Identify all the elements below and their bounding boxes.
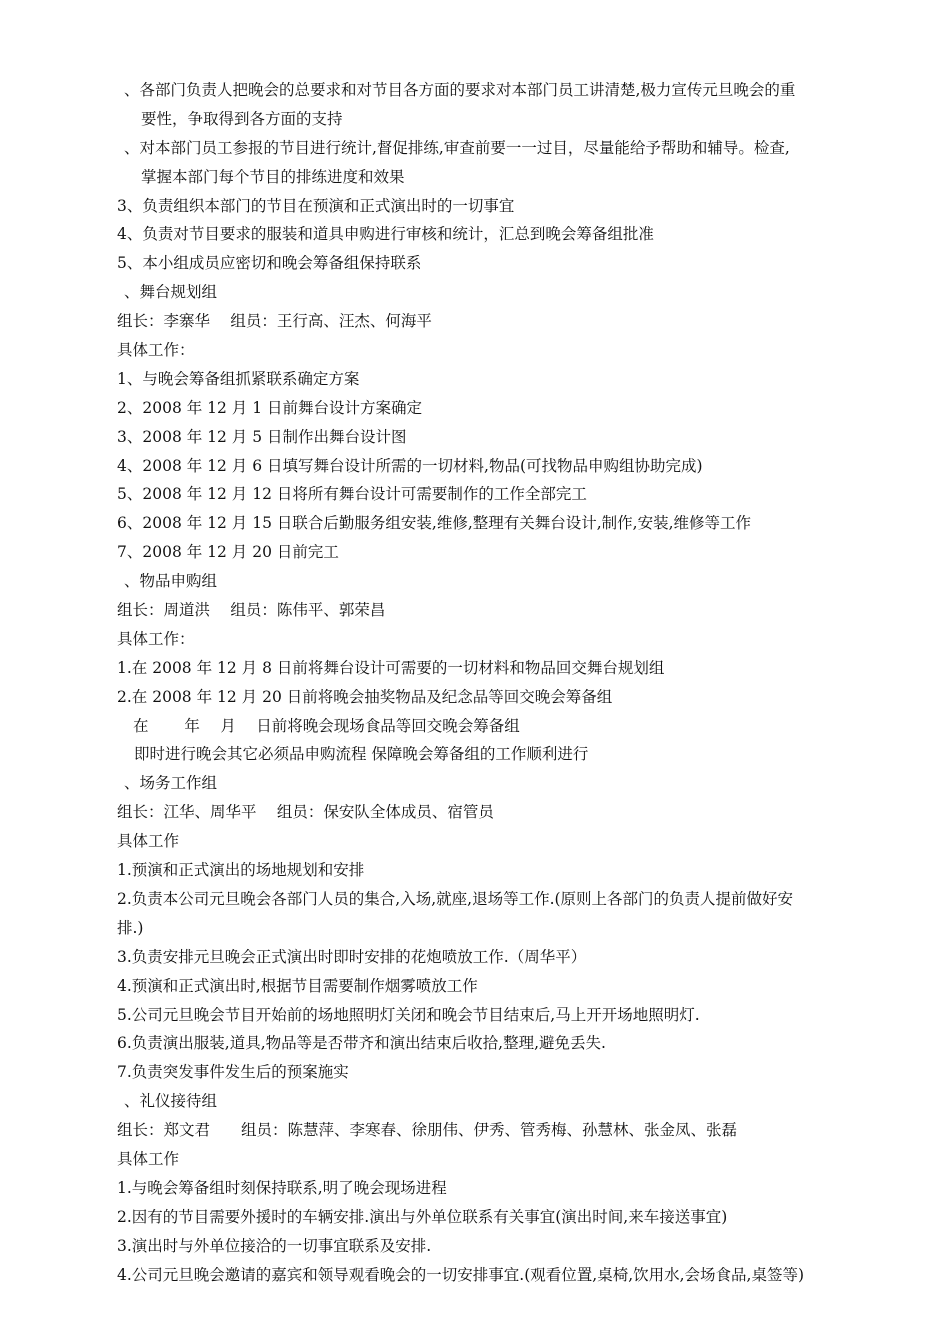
- stage-task-1: 1、与晚会筹备组抓紧联系确定方案: [117, 369, 360, 388]
- stage-task-4: 4、2008 年 12 月 6 日填写舞台设计所需的一切材料,物品(可找物品申购组协助完成): [117, 456, 703, 475]
- venue-task-7: 7.负责突发事件发生后的预案施实: [117, 1063, 349, 1082]
- procurement-task-1: 1.在 2008 年 12 月 8 日前将舞台设计可需要的一切材料和物品回交舞台规划组: [117, 658, 665, 677]
- venue-task-1: 1.预演和正式演出的场地规划和安排: [117, 861, 365, 880]
- stage-task-6: 6、2008 年 12 月 15 日联合后勤服务组安装,维修,整理有关舞台设计,制作,安装,维修等工作: [117, 514, 752, 533]
- list-item-duties-2-cont: 掌握本部门每个节目的排练进度和效果: [141, 167, 405, 186]
- reception-task-3: 3.演出时与外单位接洽的一切事宜联系及安排.: [117, 1236, 432, 1255]
- section-heading-procurement: 、物品申购组: [124, 572, 218, 591]
- reception-team-members: 组长：郑文君 组员：陈慧萍、李寒春、徐朋伟、伊秀、管秀梅、孙慧林、张金凤、张磊: [117, 1121, 738, 1140]
- procurement-work-label: 具体工作：: [117, 629, 195, 648]
- list-item-duties-5: 5、本小组成员应密切和晚会筹备组保持联系: [117, 254, 422, 273]
- stage-team-members: 组长：李寨华 组员：王行高、汪杰、何海平: [117, 312, 432, 331]
- venue-task-6: 6.负责演出服装,道具,物品等是否带齐和演出结束后收拾,整理,避免丢失.: [117, 1034, 606, 1053]
- procurement-task-4: 即时进行晚会其它必须品申购流程 保障晚会筹备组的工作顺利进行: [134, 745, 589, 764]
- reception-task-4: 4.公司元旦晚会邀请的嘉宾和领导观看晚会的一切安排事宜.(观看位置,桌椅,饮用水,会场食品,桌签等): [117, 1265, 805, 1284]
- reception-task-1: 1.与晚会筹备组时刻保持联系,明了晚会现场进程: [117, 1178, 447, 1197]
- procurement-team-members: 组长：周道洪 组员：陈伟平、郭荣昌: [117, 601, 386, 620]
- list-item-duties-2: 、对本部门员工参报的节目进行统计,督促排练,审查前要一一过目，尽量能给予帮助和辅导。检查,: [124, 138, 790, 157]
- venue-work-label: 具体工作: [117, 832, 180, 851]
- venue-task-2: 2.负责本公司元旦晚会各部门人员的集合,入场,就座,退场等工作.(原则上各部门的负责人提前做好安: [117, 889, 794, 908]
- list-item-duties-1-cont: 要性，争取得到各方面的支持: [141, 109, 343, 128]
- list-item-duties-3: 3、负责组织本部门的节目在预演和正式演出时的一切事宜: [117, 196, 515, 215]
- venue-task-2-cont: 排.): [117, 918, 144, 937]
- section-heading-venue-affairs: 、场务工作组: [124, 774, 218, 793]
- section-heading-stage-planning: 、舞台规划组: [124, 283, 218, 302]
- reception-work-label: 具体工作: [117, 1149, 180, 1168]
- procurement-task-2: 2.在 2008 年 12 月 20 日前将晚会抽奖物品及纪念品等回交晚会筹备组: [117, 687, 613, 706]
- section-heading-reception: 、礼仪接待组: [124, 1092, 218, 1111]
- list-item-duties-4: 4、负责对节目要求的服装和道具申购进行审核和统计，汇总到晚会筹备组批准: [117, 225, 654, 244]
- stage-task-3: 3、2008 年 12 月 5 日制作出舞台设计图: [117, 427, 407, 446]
- procurement-task-3: 在 年 月 日前将晚会现场食品等回交晚会筹备组: [133, 716, 520, 735]
- venue-task-5: 5.公司元旦晚会节目开始前的场地照明灯关闭和晚会节目结束后,马上开开场地照明灯.: [117, 1005, 700, 1024]
- venue-team-members: 组长：江华、周华平 组员：保安队全体成员、宿管员: [117, 803, 494, 822]
- stage-work-label: 具体工作：: [117, 341, 195, 360]
- stage-task-7: 7、2008 年 12 月 20 日前完工: [117, 543, 339, 562]
- list-item-duties-1: 、各部门负责人把晚会的总要求和对节目各方面的要求对本部门员工讲清楚,极力宣传元旦晚会的重: [124, 81, 796, 99]
- reception-task-2: 2.因有的节目需要外援时的车辆安排.演出与外单位联系有关事宜(演出时间,来车接送事宜): [117, 1207, 728, 1226]
- document-body: [0, 76, 950, 1289]
- venue-task-3: 3.负责安排元旦晚会正式演出时即时安排的花炮喷放工作.（周华平）: [117, 947, 587, 966]
- venue-task-4: 4.预演和正式演出时,根据节目需要制作烟雾喷放工作: [117, 976, 478, 995]
- stage-task-2: 2、2008 年 12 月 1 日前舞台设计方案确定: [117, 398, 423, 417]
- stage-task-5: 5、2008 年 12 月 12 日将所有舞台设计可需要制作的工作全部完工: [117, 485, 587, 504]
